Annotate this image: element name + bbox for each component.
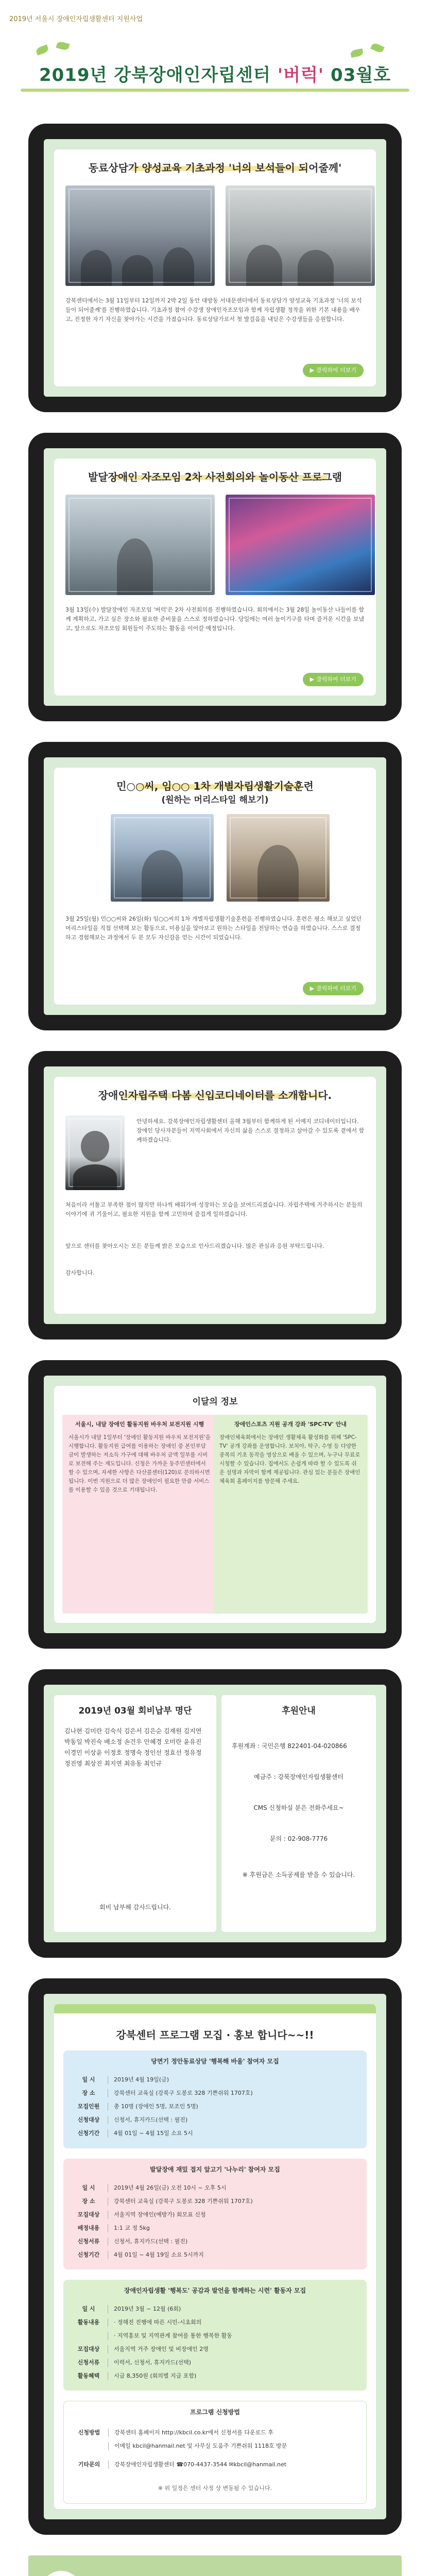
- event-photo: [227, 814, 330, 902]
- tablet-frame: [28, 742, 402, 1030]
- program-row: 활동내용 · 정해진 진행에 따른 시민-시초회의: [77, 2319, 202, 2326]
- read-more-button[interactable]: ▶ 클릭하여 더보기: [303, 982, 364, 995]
- donation-note: ※ 후원금은 소득공제를 받을 수 있습니다.: [242, 1871, 355, 1878]
- info-right-box: [213, 1415, 368, 1614]
- program-box-4: [63, 2401, 367, 2504]
- tablet-screen: [44, 139, 386, 397]
- tablet-screen: [44, 757, 386, 1015]
- info-card: [54, 1386, 376, 1623]
- tablet-screen: [44, 1066, 386, 1324]
- article-card-ils: [54, 768, 376, 1005]
- program-row: 기타문의 강북장애인자립생활센터 ☎070-4437-3544 ✉kbcil@hanmail.net: [78, 2461, 287, 2468]
- title-tail: 03월호: [324, 65, 391, 86]
- title-main: 2019년 강북장애인자립센터: [39, 65, 278, 86]
- program-row: 장 소 강북센터 교육실 (강북구 도봉로 328 기쁜쉬워 1707호): [82, 2090, 253, 2096]
- info-left-text: 서울시가 내달 1일부터 '장애인 활동지원 바우처 보전지원'을 시행합니다. 활동지원 급여를 이용하는 장애인 중 본인부담금이 발생하는 저소득 가구에 대해 바우처 금액 일부를 시비로 보전해 주는 제도입니다. 신청은 가까운 동주민센터에서 할 수 있으며, 자세한 사항은 다산콜센터(120)로 문의하시면 됩니다. 이번 지원으로 더 많은 장애인이 필요한 만큼 서비스를 이용할 수 있을 것으로 기대됩니다.: [68, 1434, 211, 1493]
- staff-intro: 안녕하세요. 강북장애인자립생활센터 올해 3월부터 함께하게 된 서예지 코디네이터입니다. 장애인 당사자분들이 지역사회에서 자신의 삶을 스스로 결정하고 살아갈 수 있도록 곁에서 함께하겠습니다.: [136, 1118, 365, 1143]
- info-heading: 이달의 정보: [192, 1397, 238, 1407]
- program-box-1: [63, 2050, 367, 2148]
- leaf-icon: [35, 44, 49, 55]
- program-row: 활동혜택 시급 8,350원 (회의별 지급 포함): [77, 2372, 197, 2379]
- program-row: 배정내용 1:1 교 정 5kg: [77, 2225, 150, 2231]
- donation-cms: CMS 신청하실 분은 전화주세요~: [253, 1804, 344, 1811]
- article-card-staff: [54, 1077, 376, 1314]
- donation-holder: 예금주 : 강북장애인자립생활센터: [254, 1773, 343, 1781]
- event-photo: [226, 495, 375, 595]
- program-row: 모집대상 서울지역 거주 장애인 및 비장애인 2명: [77, 2346, 209, 2352]
- program-row: 일 시 2019년 4월 19일(금): [82, 2076, 169, 2083]
- staff-body-1: 처음이라 서툴고 부족한 점이 많지만 하나씩 배워가며 성장하는 모습을 보여드리겠습니다. 자립주택에 거주하시는 분들의 이야기에 귀 기울이고, 필요한 지원을 함께 고민하며 즐겁게 일하겠습니다.: [65, 1201, 363, 1217]
- read-more-button[interactable]: ▶ 클릭하여 더보기: [303, 673, 364, 686]
- donation-heading: 후원안내: [282, 1706, 316, 1716]
- tablet-screen: [44, 1685, 386, 1942]
- dues-thanks: 회비 납부해 감사드립니다.: [99, 1904, 171, 1911]
- leaf-icon: [350, 48, 364, 58]
- read-more-button[interactable]: ▶ 클릭하여 더보기: [303, 364, 364, 377]
- article-subtitle: (원하는 머리스타일 해보기): [161, 795, 269, 805]
- article-card-peer: [54, 149, 376, 386]
- donation-phone: 문의 : 02-908-7776: [269, 1835, 328, 1842]
- leaf-icon: [56, 41, 70, 51]
- deco-strip: [54, 2004, 376, 2013]
- program-row: 신청대상 신청서, 휴지카드(선택 : 필진): [77, 2116, 188, 2123]
- program-row: 모집대상 서울지역 장애인(예방가) 회모표 신청: [77, 2211, 206, 2218]
- top-note: 2019년 서울시 장애인자립생활센터 지원사업: [9, 15, 143, 23]
- article-card-selfhelp: [54, 459, 376, 696]
- program-box-2: [63, 2159, 367, 2269]
- programs-card: [54, 2004, 376, 2509]
- programs-heading: 강북센터 프로그램 모집 · 홍보 합니다~~!!: [116, 2029, 314, 2041]
- arrow-icon: ▶: [309, 985, 315, 992]
- article-body: 3월 13일(수) 발달장애인 자조모임 '버럭'은 2차 사전회의를 진행하였습니다. 회의에서는 3월 28일 놀이동산 나들이를 함께 계획하고, 가고 싶은 장소와 필요한 준비물을 스스로 정하였습니다. 당일에는 여러 놀이기구를 타며 즐거운 시간을 보냈고, 앞으로도 자조모임 회원들이 주도하는 활동을 이어갈 예정입니다.: [65, 606, 365, 632]
- tablet-frame: [28, 433, 402, 721]
- tablet-frame: [28, 1978, 402, 2535]
- tablet-frame: [28, 1051, 402, 1340]
- title-quote: '버럭': [277, 65, 324, 86]
- program-title: 프로그램 신청방법: [190, 2409, 240, 2416]
- article-title: 동료상담가 양성교육 기초과정 '너의 보석들이 되어줄께': [88, 162, 342, 174]
- dues-card: [54, 1695, 216, 1932]
- event-photo: [65, 185, 215, 286]
- program-row: 신청기간 4월 01일 ~ 4월 15일 소요 5시: [77, 2130, 193, 2137]
- staff-body-2: 앞으로 센터를 찾아오시는 모든 분들께 밝은 모습으로 인사드리겠습니다. 많은 관심과 응원 부탁드립니다.: [65, 1243, 324, 1249]
- newsletter-footer: [28, 2555, 402, 2576]
- program-row: 일 시 2019년 3월 ~ 12월 (6회): [82, 2306, 181, 2312]
- donation-account: 후원계좌 : 국민은행 822401-04-020866: [232, 1742, 347, 1750]
- page-title: [0, 61, 430, 86]
- tablet-frame: [28, 1360, 402, 1649]
- article-title: 발달장애인 자조모임 2차 사전회의와 놀이동산 프로그램: [88, 471, 342, 483]
- program-row: 신청기간 4월 01일 ~ 4월 19일 소요 5시까지: [77, 2251, 204, 2258]
- info-right-title: 장애인스포츠 지원 공개 강좌 'SPC-TV' 안내: [234, 1421, 347, 1428]
- program-title: 당면기 정안동료상담 '행복해 바울' 참여자 모집: [151, 2058, 279, 2065]
- program-note: ※ 위 일정은 센터 사정 상 변동될 수 있습니다.: [158, 2485, 272, 2492]
- program-box-3: [63, 2280, 367, 2391]
- program-row: 신청방법 강북센터 홈페이지 http://kbcil.co.kr에서 신청서를 다운로드 후: [78, 2429, 274, 2436]
- dues-name-list: 김나현 김미란 김숙식 김은서 김은순 김재원 김지연 박동일 박진숙 배소정 손건우 안혜경 오미란 윤유진 이경민 이상윤 이정호 정명숙 정인선 정효선 정유정 정진영 최상진 최지연 최유동 최인규: [64, 1727, 202, 1767]
- article-title: 장애인자립주택 다봄 신입코디네이터를 소개합니다.: [98, 1089, 332, 1101]
- program-title: 장애인자립생활 '행복도' 공감과 발언을 함께하는 시련' 활동자 모집: [124, 2287, 306, 2294]
- info-right-text: 장애인체육회에서는 장애인 생활체육 활성화를 위해 'SPC-TV' 공개 강좌를 운영합니다. 보치아, 탁구, 수영 등 다양한 종목의 기초 동작을 영상으로 배울 수 있으며, 누구나 무료로 시청할 수 있습니다. 집에서도 손쉽게 따라 할 수 있도록 쉬운 설명과 자막이 함께 제공됩니다. 관심 있는 분들은 장애인체육회 홈페이지를 방문해 주세요.: [219, 1434, 360, 1484]
- event-photo: [226, 185, 375, 286]
- tablet-screen: [44, 1376, 386, 1633]
- staff-thanks: 감사합니다.: [65, 1269, 95, 1276]
- event-photo: [111, 814, 214, 902]
- donation-card: [221, 1695, 376, 1932]
- program-row: · 지역홍보 및 지역관계 참여를 통한 행복한 활동: [71, 2330, 359, 2342]
- header-divider: [21, 89, 409, 92]
- article-body: 3월 25일(월) 민○○씨와 26일(화) 임○○씨의 1차 개별자립생활기술훈련을 진행하였습니다. 훈련은 평소 해보고 싶었던 머리스타일을 직접 선택해 보는 활동으로, 미용실을 알아보고 원하는 스타일을 전달하는 연습을 하였습니다. 스스로 결정하고 경험해보는 과정에서 두 분 모두 자신감을 얻는 시간이 되었습니다.: [65, 916, 362, 941]
- program-row: 이메일 kbcil@hanmail.net 및 사무실 도움주 기쁜쉬워 1118호 방문: [71, 2441, 359, 2452]
- newsletter-header: [0, 31, 430, 108]
- article-body: 강북센터에서는 3월 11일부터 12일까지 2박 2일 동안 대방동 서대문센터에서 동료상담가 양성교육 기초과정 '너의 보석들이 되어줄께'를 진행하였습니다. 기초과정 참여 수강생 장애인자조모임과 함께 자립생활 정착을 위한 기본 내용을 배우고, 진정한 자기 자신을 찾아가는 시간을 가졌습니다. 동료상담가로서 첫 발걸음을 내딛은 수강생들을 응원합니다.: [65, 297, 362, 323]
- arrow-icon: ▶: [309, 367, 315, 374]
- program-row: 일 시 2019년 4월 26일(금) 오전 10시 ~ 오후 5시: [82, 2184, 227, 2191]
- dues-heading: 2019년 03월 회비납부 명단: [78, 1706, 192, 1716]
- program-row: 모집인원 총 10명 (장애인 5명, 보조인 5명): [77, 2103, 198, 2110]
- leaf-icon: [370, 42, 385, 54]
- tablet-frame: [28, 1669, 402, 1958]
- tablet-screen: [44, 448, 386, 706]
- event-photo: [65, 495, 215, 595]
- program-row: 신청서류 이력서, 신청서, 휴지카드(선택): [77, 2359, 192, 2366]
- tablet-frame: [28, 124, 402, 412]
- arrow-icon: ▶: [309, 676, 315, 683]
- info-left-box: [62, 1415, 217, 1614]
- program-row: 장 소 강북센터 교육실 (강북구 도봉로 328 기쁜쉬워 1707호): [82, 2198, 253, 2205]
- tablet-screen: [44, 1994, 386, 2519]
- program-row: 신청서류 신청서, 휴지카드(선택 : 필진): [77, 2238, 188, 2245]
- center-logo: [41, 2571, 82, 2576]
- staff-portrait: [65, 1115, 125, 1190]
- info-left-title: 서울시, 내달 장애인 활동지원 바우처 보전지원 시행: [75, 1421, 204, 1428]
- program-title: 발달장애 재밌 접지 앞고기 '나누리' 참여자 모집: [150, 2166, 280, 2173]
- article-title: 민○○씨, 임○○ 1차 개별자립생활기술훈련: [116, 780, 314, 792]
